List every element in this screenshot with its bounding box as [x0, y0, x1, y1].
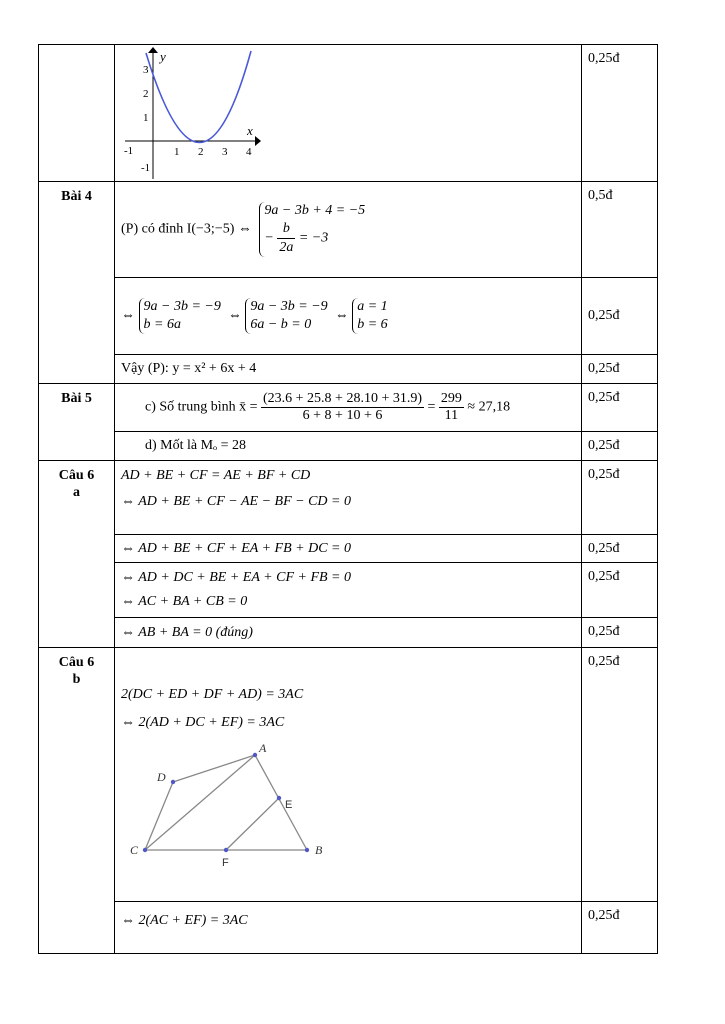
content-cell: c) Số trung bình x̄ = $\frac{(23.6 + 25.8 + 28.10 + 31.9)}{6 + 8 + 10 + 6}$ = $\frac{299}{11}$ ≈ 27,18	[115, 384, 582, 432]
row-label-cell: Câu 6 a	[39, 461, 115, 648]
table-row	[39, 563, 658, 618]
content-cell	[115, 45, 582, 182]
x-axis-label: x	[247, 123, 253, 138]
score-cell: 0,25đ	[582, 648, 658, 902]
grading-table	[38, 44, 658, 954]
score-cell: 0,25đ	[582, 902, 658, 954]
point-label-c: C	[130, 843, 139, 857]
table-row	[39, 278, 658, 355]
equation-system: 9a − 3b = −9 b = 6a	[139, 298, 221, 334]
score-cell: 0,5đ	[582, 182, 658, 278]
vertex-statement: (P) có đỉnh I(−3;−5) ⇔	[121, 221, 252, 237]
y-tick: -1	[141, 162, 151, 174]
table-row	[39, 902, 658, 954]
point-label-e: E	[285, 799, 293, 811]
x-tick: -1	[124, 145, 134, 157]
score-cell: 0,25đ	[582, 45, 658, 182]
x-tick: 4	[246, 146, 252, 158]
table-row	[39, 45, 658, 182]
parabola-curve	[146, 51, 251, 143]
point-label-b: B	[315, 843, 323, 857]
conclusion-text: Vậy (P): y = x² + 6x + 4	[121, 361, 257, 376]
content-cell: 2(DC + ED + DF + AD) = 3AC ⇔ 2(AD + DC + EF) = 3AC A B C D E F	[115, 648, 582, 902]
y-tick: 2	[143, 88, 149, 100]
score-cell: 0,25đ	[582, 535, 658, 563]
content-cell: ⇔ AB + BA = 0 (đúng)	[115, 618, 582, 648]
y-axis-label: y	[160, 49, 166, 64]
score-cell: 0,25đ	[582, 618, 658, 648]
content-cell	[115, 182, 582, 278]
content-cell: AD + BE + CF = AE + BF + CD ⇔ AD + BE + CF − AE − BF − CD = 0	[115, 461, 582, 535]
score-cell: 0,25đ	[582, 563, 658, 618]
table-row	[39, 648, 658, 902]
content-cell: ⇔ 9a − 3b = −9 b = 6a ⇔ 9a − 3b = −9 6a − b = 0 ⇔ a = 1 b = 6	[115, 278, 582, 355]
table-row	[39, 355, 658, 384]
parabola-graph	[121, 45, 261, 181]
x-tick: 2	[198, 146, 204, 158]
row-label-cell: Bài 4	[39, 182, 115, 384]
mode-text: d) Mốt là Mₒ = 28	[145, 438, 246, 453]
table-row	[39, 535, 658, 563]
table-row	[39, 618, 658, 648]
content-cell: ⇔ AD + BE + CF + EA + FB + DC = 0	[115, 535, 582, 563]
score-cell: 0,25đ	[582, 278, 658, 355]
score-cell: 0,25đ	[582, 384, 658, 432]
content-cell: ⇔ AD + DC + BE + EA + CF + FB = 0 ⇔ AC + BA + CB = 0	[115, 563, 582, 618]
x-tick: 1	[174, 146, 180, 158]
y-tick: 1	[143, 112, 149, 124]
equation-system: 9a − 3b + 4 = −5 − $\frac{b}{2a}$ = −3	[259, 202, 365, 257]
table-row	[39, 461, 658, 535]
row-label-cell	[39, 45, 115, 182]
equation-system: 9a − 3b = −9 6a − b = 0	[245, 298, 327, 334]
score-cell: 0,25đ	[582, 461, 658, 535]
point-label-f: F	[222, 857, 229, 869]
table-row	[39, 182, 658, 278]
content-cell	[115, 432, 582, 461]
score-cell: 0,25đ	[582, 432, 658, 461]
score-cell: 0,25đ	[582, 355, 658, 384]
y-tick: 3	[143, 64, 149, 76]
content-cell: ⇔ 2(AC + EF) = 3AC	[115, 902, 582, 954]
point-label-a: A	[259, 741, 267, 755]
row-label-cell: Bài 5	[39, 384, 115, 461]
quadrilateral-figure	[121, 738, 341, 878]
point-label-d: D	[157, 770, 166, 784]
table-row	[39, 384, 658, 432]
x-tick: 3	[222, 146, 228, 158]
equation-system: a = 1 b = 6	[352, 298, 387, 334]
row-label-cell: Câu 6 b	[39, 648, 115, 954]
table-row	[39, 432, 658, 461]
content-cell	[115, 355, 582, 384]
